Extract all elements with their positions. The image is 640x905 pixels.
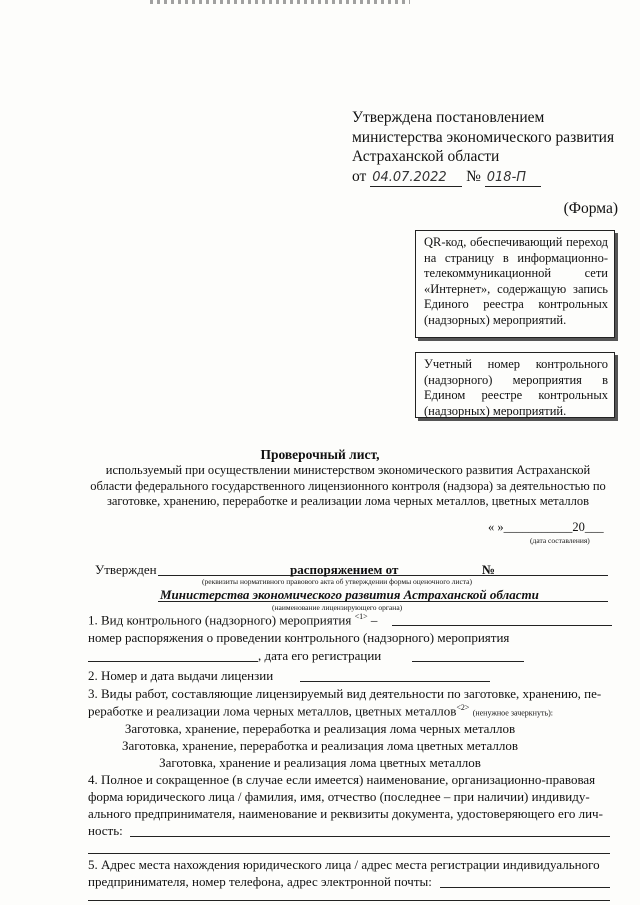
item-1-order-field[interactable] [88,661,258,662]
item-1-order-text: номер распоряжения о проведении контрольного (надзорного) мероприятия [88,630,510,645]
item-1-text: 1. Вид контрольного (надзорного) мероприятия $^{<1>}$ – [88,612,378,628]
from-label: от [352,167,367,185]
scan-artifact [150,0,410,4]
approval-date-line [352,167,632,187]
item-5-field[interactable] [440,887,610,888]
approved-number-sign: № [482,562,496,577]
item-2-field[interactable] [300,681,490,682]
date-caption: (дата составления) [530,536,590,545]
item-3-text-b: реработке и реализации лома черных металлов, цветных металлов$^{<2>}$ (ненужное зачеркнуть): [88,703,553,719]
item-1-reg-date-field[interactable] [412,661,524,662]
account-number-box: Учетный номер контрольного (надзорного) мероприятия в Едином реестре контрольных (надзорных) мероприятий. [415,352,615,418]
document-title: Проверочный лист, [260,447,380,462]
item-1-field[interactable] [392,625,612,626]
item-3-text-a: 3. Виды работ, составляющие лицензируемый вид деятельности по заготовке, хранению, пе- [88,686,602,701]
date-stub: « »___________20___ [488,520,604,534]
qr-code-box: QR-код, обеспечивающий переход на страницу в информационно-телекоммуникационной сети «Интернет», содержащую запись Единого реестра контрольных (надзорных) мероприятий. [415,230,615,338]
approval-line-1: Утверждена постановлением [352,109,545,126]
number-sign: № [466,167,481,185]
approval-block [352,108,632,187]
item-4-field-2[interactable] [88,853,610,854]
form-label: (Форма) [563,200,618,217]
approval-line-2: министерства экономического развития [352,128,615,146]
approved-label: Утвержден [95,562,157,577]
approved-order: распоряжением от [290,562,399,577]
item-1-reg-date-label: , дата его регистрации [258,648,382,663]
authority-caption: (наименование лицензирующего органа) [272,603,403,612]
approval-number: 018-П [485,170,541,187]
work-type-nonferrous-full[interactable]: Заготовка, хранение, переработка и реализация лома цветных металлов [121,738,519,753]
item-5-text-b: предпринимателя, номер телефона, адрес электронной почты: [88,874,432,889]
item-4-text-d: ность: [88,823,123,838]
authority-line [158,601,608,602]
item-4-text-c: ального предпринимателя, наименование и реквизиты документа, удостоверяющего его лич- [88,806,603,821]
approval-line-3: Астраханской области [352,148,500,165]
item-4-text-b: форма юридического лица / фамилия, имя, отчество (последнее – при наличии) индивиду- [88,789,590,804]
item-4-text-a: 4. Полное и сокращенное (в случае если имеется) наименование, организационно-правовая [88,772,596,787]
work-type-ferrous[interactable]: Заготовка, хранение, переработка и реализация лома черных металлов [124,721,516,736]
authority-name: Министерства экономического развития Астраханской области [160,587,539,602]
item-5-field-2[interactable] [88,900,610,901]
item-2-text: 2. Номер и дата выдачи лицензии [88,668,274,683]
item-4-field[interactable] [130,836,610,837]
item-5-text-a: 5. Адрес места нахождения юридического лица / адрес места регистрации индивидуального [88,857,600,872]
document-subtitle: используемый при осуществлении министерством экономического развития Астраханской области федерального государственного лицензионного контроля (надзора) за деятельностью по заготовке, хранению, переработке и реализации лома черных металлов, цветных металлов [90,463,606,508]
approval-date: 04.07.2022 [370,170,462,187]
approved-caption: (реквизиты нормативного правового акта об утверждении формы оценочного листа) [202,577,473,586]
work-type-nonferrous[interactable]: Заготовка, хранение и реализация лома цветных металлов [159,755,481,770]
